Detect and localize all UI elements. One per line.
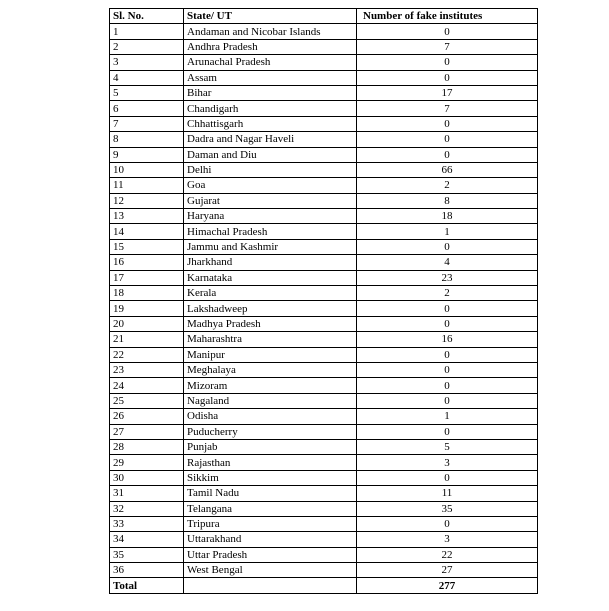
table-row	[110, 24, 538, 39]
row-state: Maharashtra	[184, 332, 357, 347]
table-row	[110, 101, 538, 116]
row-count: 0	[357, 116, 538, 131]
row-state: Jammu and Kashmir	[184, 239, 357, 254]
row-sl-no: 11	[110, 178, 184, 193]
row-count: 2	[357, 178, 538, 193]
row-state: Andhra Pradesh	[184, 39, 357, 54]
table-body	[110, 24, 538, 578]
row-sl-no: 3	[110, 55, 184, 70]
row-count: 0	[357, 378, 538, 393]
table-row	[110, 55, 538, 70]
table-row	[110, 470, 538, 485]
table-row	[110, 316, 538, 331]
row-state: Delhi	[184, 162, 357, 177]
table-row	[110, 270, 538, 285]
row-count: 3	[357, 455, 538, 470]
table-row	[110, 116, 538, 131]
table-row	[110, 286, 538, 301]
row-sl-no: 16	[110, 255, 184, 270]
row-count: 0	[357, 301, 538, 316]
row-state: Haryana	[184, 209, 357, 224]
row-sl-no: 26	[110, 409, 184, 424]
row-state: Rajasthan	[184, 455, 357, 470]
row-count: 23	[357, 270, 538, 285]
row-count: 66	[357, 162, 538, 177]
row-state: Dadra and Nagar Haveli	[184, 132, 357, 147]
table-row	[110, 301, 538, 316]
row-state: Daman and Diu	[184, 147, 357, 162]
row-count: 4	[357, 255, 538, 270]
table-row	[110, 378, 538, 393]
row-state: Jharkhand	[184, 255, 357, 270]
row-count: 17	[357, 85, 538, 100]
row-count: 0	[357, 470, 538, 485]
row-state: Puducherry	[184, 424, 357, 439]
row-sl-no: 7	[110, 116, 184, 131]
row-state: Punjab	[184, 439, 357, 454]
table-row	[110, 532, 538, 547]
table-row	[110, 547, 538, 562]
row-count: 0	[357, 55, 538, 70]
row-sl-no: 31	[110, 486, 184, 501]
row-state: Chandigarh	[184, 101, 357, 116]
table-row	[110, 85, 538, 100]
table-row	[110, 239, 538, 254]
row-count: 0	[357, 70, 538, 85]
row-state: Uttar Pradesh	[184, 547, 357, 562]
row-sl-no: 28	[110, 439, 184, 454]
row-sl-no: 6	[110, 101, 184, 116]
table-row	[110, 332, 538, 347]
row-count: 3	[357, 532, 538, 547]
row-count: 5	[357, 439, 538, 454]
row-count: 35	[357, 501, 538, 516]
total-label: Total	[110, 578, 184, 593]
row-sl-no: 30	[110, 470, 184, 485]
row-sl-no: 12	[110, 193, 184, 208]
row-count: 0	[357, 316, 538, 331]
row-state: Assam	[184, 70, 357, 85]
row-state: Kerala	[184, 286, 357, 301]
row-count: 0	[357, 239, 538, 254]
row-state: Chhattisgarh	[184, 116, 357, 131]
row-sl-no: 22	[110, 347, 184, 362]
total-state-cell	[184, 578, 357, 593]
header-sl-no: Sl. No.	[110, 9, 184, 24]
table-row	[110, 178, 538, 193]
row-sl-no: 24	[110, 378, 184, 393]
row-count: 7	[357, 39, 538, 54]
table-row	[110, 209, 538, 224]
row-sl-no: 13	[110, 209, 184, 224]
row-state: Nagaland	[184, 393, 357, 408]
row-count: 0	[357, 362, 538, 377]
row-sl-no: 27	[110, 424, 184, 439]
table-row	[110, 255, 538, 270]
table-row	[110, 424, 538, 439]
table-row	[110, 347, 538, 362]
table-row	[110, 70, 538, 85]
row-count: 1	[357, 224, 538, 239]
row-state: Odisha	[184, 409, 357, 424]
table-row	[110, 147, 538, 162]
fake-institutes-table	[109, 8, 538, 594]
row-state: Arunachal Pradesh	[184, 55, 357, 70]
table-row	[110, 224, 538, 239]
row-state: Mizoram	[184, 378, 357, 393]
table-row	[110, 501, 538, 516]
row-sl-no: 18	[110, 286, 184, 301]
row-count: 27	[357, 563, 538, 578]
row-count: 7	[357, 101, 538, 116]
row-count: 0	[357, 147, 538, 162]
row-count: 0	[357, 24, 538, 39]
row-sl-no: 15	[110, 239, 184, 254]
row-state: Bihar	[184, 85, 357, 100]
row-sl-no: 33	[110, 516, 184, 531]
row-state: Lakshadweep	[184, 301, 357, 316]
row-sl-no: 32	[110, 501, 184, 516]
row-state: Madhya Pradesh	[184, 316, 357, 331]
row-sl-no: 4	[110, 70, 184, 85]
header-state: State/ UT	[184, 9, 357, 24]
table-row	[110, 486, 538, 501]
row-count: 0	[357, 424, 538, 439]
row-sl-no: 14	[110, 224, 184, 239]
table-row	[110, 393, 538, 408]
row-count: 2	[357, 286, 538, 301]
table-row	[110, 132, 538, 147]
row-count: 0	[357, 347, 538, 362]
row-state: Tripura	[184, 516, 357, 531]
total-row	[110, 578, 538, 593]
row-count: 0	[357, 393, 538, 408]
table-row	[110, 39, 538, 54]
row-state: Andaman and Nicobar Islands	[184, 24, 357, 39]
row-sl-no: 36	[110, 563, 184, 578]
row-state: West Bengal	[184, 563, 357, 578]
row-count: 22	[357, 547, 538, 562]
row-sl-no: 20	[110, 316, 184, 331]
row-state: Karnataka	[184, 270, 357, 285]
row-state: Goa	[184, 178, 357, 193]
row-sl-no: 25	[110, 393, 184, 408]
row-state: Telangana	[184, 501, 357, 516]
row-sl-no: 19	[110, 301, 184, 316]
row-sl-no: 29	[110, 455, 184, 470]
table-row	[110, 362, 538, 377]
row-sl-no: 23	[110, 362, 184, 377]
row-state: Manipur	[184, 347, 357, 362]
total-count: 277	[357, 578, 538, 593]
table-row	[110, 162, 538, 177]
table-row	[110, 516, 538, 531]
table-header-row	[110, 9, 538, 24]
row-state: Uttarakhand	[184, 532, 357, 547]
row-sl-no: 1	[110, 24, 184, 39]
row-count: 8	[357, 193, 538, 208]
row-sl-no: 21	[110, 332, 184, 347]
table-row	[110, 455, 538, 470]
row-state: Sikkim	[184, 470, 357, 485]
row-sl-no: 35	[110, 547, 184, 562]
row-sl-no: 34	[110, 532, 184, 547]
table-row	[110, 193, 538, 208]
table-row	[110, 563, 538, 578]
row-sl-no: 8	[110, 132, 184, 147]
row-count: 0	[357, 516, 538, 531]
row-state: Himachal Pradesh	[184, 224, 357, 239]
header-count: Number of fake institutes	[357, 9, 538, 24]
row-state: Tamil Nadu	[184, 486, 357, 501]
row-sl-no: 5	[110, 85, 184, 100]
row-state: Meghalaya	[184, 362, 357, 377]
row-count: 16	[357, 332, 538, 347]
row-count: 11	[357, 486, 538, 501]
row-count: 0	[357, 132, 538, 147]
table-row	[110, 409, 538, 424]
row-count: 1	[357, 409, 538, 424]
row-sl-no: 2	[110, 39, 184, 54]
table-row	[110, 439, 538, 454]
row-count: 18	[357, 209, 538, 224]
row-sl-no: 9	[110, 147, 184, 162]
row-sl-no: 10	[110, 162, 184, 177]
row-state: Gujarat	[184, 193, 357, 208]
row-sl-no: 17	[110, 270, 184, 285]
